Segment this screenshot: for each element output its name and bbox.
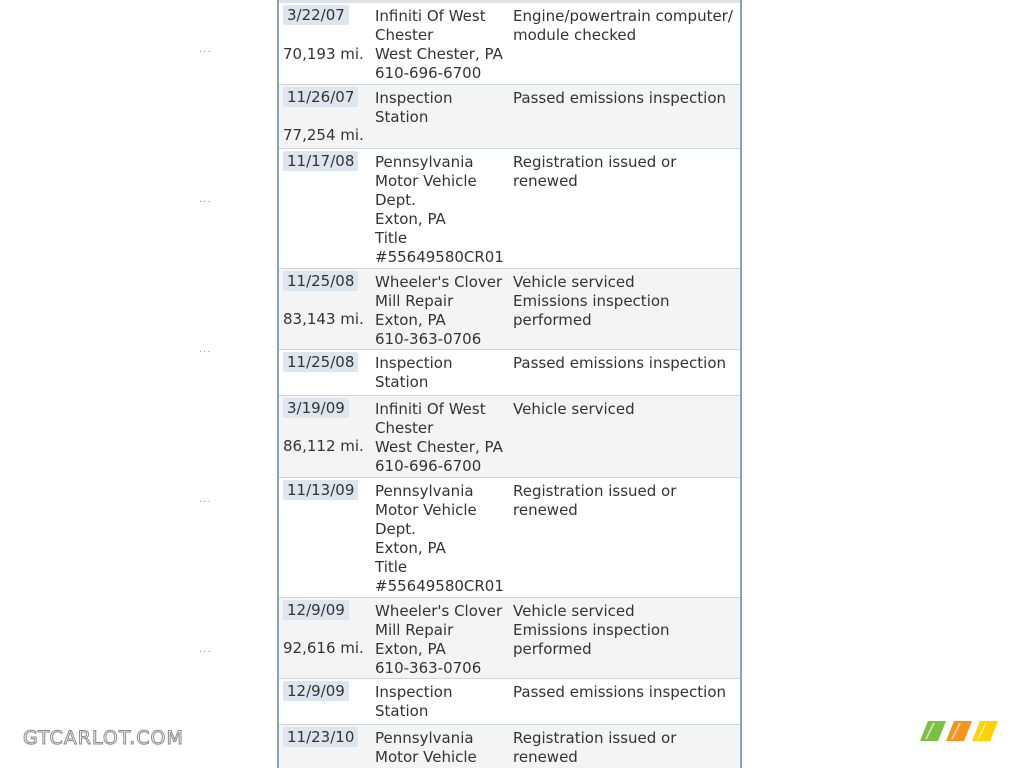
table-row xyxy=(279,350,740,396)
date-badge: 11/25/08 xyxy=(283,271,358,291)
service-location: Pennsylvania Motor Vehicle xyxy=(375,729,477,766)
service-location: Pennsylvania Motor Vehicle Dept. Exton, PA Title #55649580CR01 xyxy=(375,153,504,266)
event-description: Vehicle serviced Emissions inspection performed xyxy=(513,602,670,658)
table-row xyxy=(279,478,740,598)
table-row xyxy=(279,3,740,85)
date-badge: 12/9/09 xyxy=(283,600,349,620)
side-marker: ... xyxy=(199,44,212,55)
table-row xyxy=(279,598,740,679)
date-badge: 3/19/09 xyxy=(283,398,349,418)
event-description: Passed emissions inspection xyxy=(513,683,727,701)
mileage: 70,193 mi. xyxy=(283,45,364,63)
date-badge: 11/13/09 xyxy=(283,480,358,500)
table-row xyxy=(279,679,740,725)
service-location: Inspection Station xyxy=(375,89,453,126)
gtcarlot-watermark: GTCARLOT.COM xyxy=(23,727,184,749)
service-location: Pennsylvania Motor Vehicle Dept. Exton, PA Title #55649580CR01 xyxy=(375,482,504,595)
vehicle-history-table xyxy=(277,0,742,768)
table-row xyxy=(279,396,740,478)
mileage: 77,254 mi. xyxy=(283,126,364,144)
event-description: Registration issued or renewed xyxy=(513,153,677,190)
event-description: Registration issued or renewed xyxy=(513,482,677,519)
date-badge: 3/22/07 xyxy=(283,5,349,25)
service-location: Inspection Station xyxy=(375,354,453,391)
date-badge: 11/26/07 xyxy=(283,87,358,107)
event-description: Passed emissions inspection xyxy=(513,354,727,372)
service-location: Inspection Station xyxy=(375,683,453,720)
side-marker: ... xyxy=(199,494,212,505)
service-location: Wheeler's Clover Mill Repair Exton, PA 610-363-0706 xyxy=(375,602,503,677)
date-badge: 11/23/10 xyxy=(283,727,358,747)
mileage: 92,616 mi. xyxy=(283,639,364,657)
date-badge: 11/25/08 xyxy=(283,352,358,372)
date-badge: 12/9/09 xyxy=(283,681,349,701)
event-description: Engine/powertrain computer/ module checked xyxy=(513,7,733,44)
table-row xyxy=(279,269,740,350)
event-description: Vehicle serviced xyxy=(513,400,635,418)
table-row xyxy=(279,725,740,768)
date-badge: 11/17/08 xyxy=(283,151,358,171)
mileage: 83,143 mi. xyxy=(283,310,364,328)
event-description: Registration issued or renewed xyxy=(513,729,677,766)
side-marker: ... xyxy=(199,344,212,355)
event-description: Vehicle serviced Emissions inspection performed xyxy=(513,273,670,329)
stripes-logo-icon xyxy=(920,721,998,741)
side-marker: ... xyxy=(199,644,212,655)
table-row xyxy=(279,149,740,269)
service-location: Infiniti Of West Chester West Chester, PA 610-696-6700 xyxy=(375,7,503,82)
event-description: Passed emissions inspection xyxy=(513,89,727,107)
table-row xyxy=(279,85,740,149)
side-marker: ... xyxy=(199,194,212,205)
mileage: 86,112 mi. xyxy=(283,437,364,455)
service-location: Infiniti Of West Chester West Chester, PA 610-696-6700 xyxy=(375,400,503,475)
service-location: Wheeler's Clover Mill Repair Exton, PA 610-363-0706 xyxy=(375,273,503,348)
